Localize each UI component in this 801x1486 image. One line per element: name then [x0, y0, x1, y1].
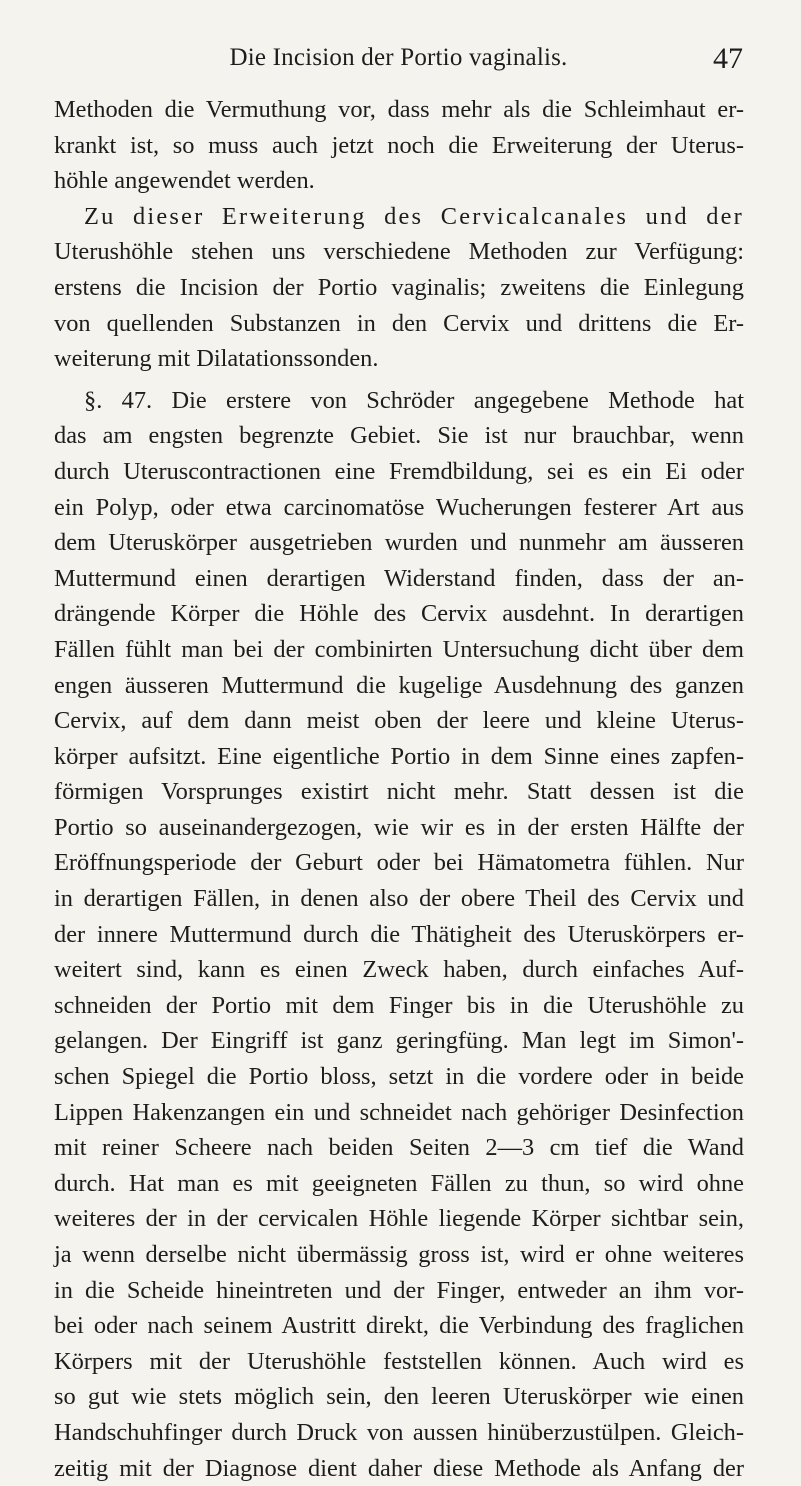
text-line: förmigen Vorsprunges existirt nicht mehr. Statt dessen ist die: [54, 778, 744, 806]
text-line: drängende Körper die Höhle des Cervix ausdehnt. In derartigen: [54, 600, 744, 628]
text-line: Cervix, auf dem dann meist oben der leere und kleine Uterus-: [54, 707, 744, 735]
text-line: Muttermund einen derartigen Widerstand finden, dass der an-: [54, 564, 744, 592]
text-line: Methoden die Vermuthung vor, dass mehr als die Schleimhaut er-: [54, 96, 744, 123]
text-line: durch. Hat man es mit geeigneten Fällen zu thun, so wird ohne: [54, 1169, 744, 1197]
text-line: weiteres der in der cervicalen Höhle liegende Körper sichtbar sein,: [54, 1205, 744, 1233]
text-line: der innere Muttermund durch die Thätigheit des Uteruskörpers er-: [54, 920, 744, 948]
text-line: körper aufsitzt. Eine eigentliche Portio in dem Sinne eines zapfen-: [54, 742, 744, 770]
page-header: [54, 44, 743, 80]
text-line: gelangen. Der Eingriff ist ganz geringfüng. Man legt im Simon'-: [54, 1027, 744, 1055]
text-line: Körpers mit der Uterushöhle feststellen können. Auch wird es: [54, 1347, 744, 1375]
text-line: engen äusseren Muttermund die kugelige Ausdehnung des ganzen: [54, 671, 744, 699]
text-line: krankt ist, so muss auch jetzt noch die Erweiterung der Uterus-: [54, 131, 744, 159]
paragraph: [54, 199, 744, 377]
text-line: Eröffnungsperiode der Geburt oder bei Hämatometra fühlen. Nur: [54, 849, 744, 877]
body-text: [54, 92, 744, 1486]
text-line: mit reiner Scheere nach beiden Seiten 2—3 cm tief die Wand: [54, 1134, 744, 1162]
page-number: 47: [713, 42, 743, 75]
text-line: in die Scheide hineintreten und der Finger, entweder an ihm vor-: [54, 1276, 744, 1304]
text-line: zeitig mit der Diagnose dient daher diese Methode als Anfang der: [54, 1454, 744, 1482]
paragraph: [54, 383, 744, 1486]
text-line: Handschuhfinger durch Druck von aussen hinüberzustülpen. Gleich-: [54, 1418, 744, 1446]
text-line: Lippen Hakenzangen ein und schneidet nach gehöriger Desinfection: [54, 1098, 744, 1126]
text-line: ja wenn derselbe nicht übermässig gross ist, wird er ohne weiteres: [54, 1241, 744, 1268]
text-line: schneiden der Portio mit dem Finger bis in die Uterushöhle zu: [54, 991, 744, 1019]
text-line: so gut wie stets möglich sein, den leeren Uteruskörper wie einen: [54, 1383, 744, 1411]
text-line: weitert sind, kann es einen Zweck haben, durch einfaches Auf-: [54, 956, 744, 984]
text-line: in derartigen Fällen, in denen also der obere Theil des Cervix und: [54, 885, 744, 913]
text-line: Uterushöhle stehen uns verschiedene Methoden zur Verfügung:: [54, 238, 744, 266]
text-line: erstens die Incision der Portio vaginalis; zweitens die Einlegung: [54, 273, 744, 301]
text-line: schen Spiegel die Portio bloss, setzt in die vordere oder in beide: [54, 1063, 744, 1091]
text-line: Fällen fühlt man bei der combinirten Untersuchung dicht über dem: [54, 635, 744, 663]
text-line: ein Polyp, oder etwa carcinomatöse Wucherungen festerer Art aus: [54, 493, 744, 521]
text-line: das am engsten begrenzte Gebiet. Sie ist nur brauchbar, wenn: [54, 422, 744, 450]
text-line: dem Uteruskörper ausgetrieben wurden und nunmehr am äusseren: [54, 529, 744, 557]
running-title: Die Incision der Portio vaginalis.: [229, 44, 568, 71]
text-line: durch Uteruscontractionen eine Fremdbildung, sei es ein Ei oder: [54, 457, 744, 485]
text-line: höhle angewendet werden.: [54, 167, 315, 195]
paragraph: [54, 92, 744, 199]
text-line: Zu dieser Erweiterung des Cervicalcanales und der: [84, 202, 744, 230]
text-line: bei oder nach seinem Austritt direkt, die Verbindung des fraglichen: [54, 1312, 744, 1340]
text-line: weiterung mit Dilatationssonden.: [54, 345, 379, 373]
text-line: §. 47. Die erstere von Schröder angegebene Methode hat: [84, 386, 744, 414]
text-line: Portio so auseinandergezogen, wie wir es in der ersten Hälfte der: [54, 813, 744, 841]
text-line: von quellenden Substanzen in den Cervix und drittens die Er-: [54, 309, 744, 337]
